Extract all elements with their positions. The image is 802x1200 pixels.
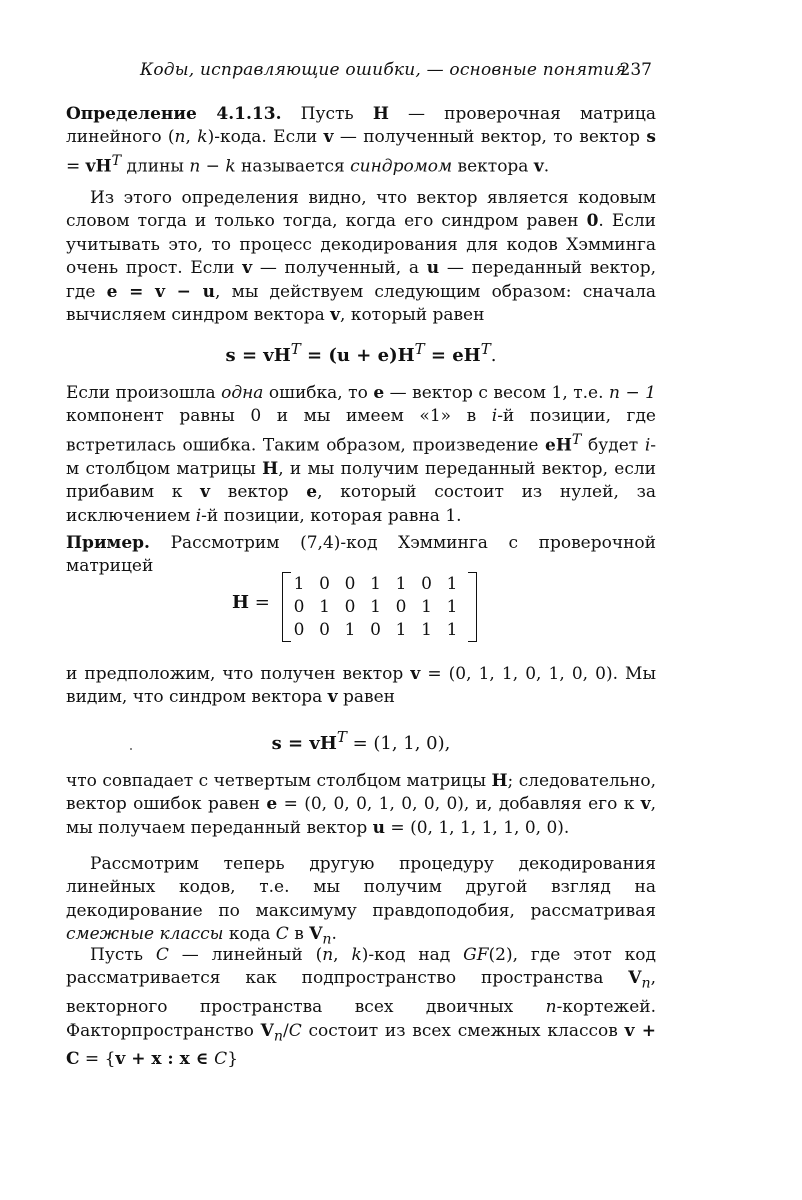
paragraph-2: [66, 382, 656, 528]
math-i: i: [644, 435, 651, 456]
matrix-cell: 1: [446, 597, 458, 617]
text: — вектор с весом 1, т.е.: [384, 383, 609, 403]
text: Если произошла: [66, 383, 222, 403]
text: = (0, 1, 1, 1, 1, 0, 0).: [385, 817, 570, 838]
math-e: e: [306, 482, 318, 503]
text: , векторного пространства всех двоичных: [66, 968, 656, 1018]
matrix-cell: 0: [319, 574, 330, 594]
matrix-cell: 0: [293, 620, 305, 640]
scan-speck: [130, 748, 132, 750]
math-e: e: [373, 383, 385, 403]
matrix-cell: 1: [446, 574, 458, 594]
text: Пусть: [281, 104, 373, 124]
math-set: v + x : x ∈: [115, 1049, 215, 1070]
matrix-cell: 1: [370, 597, 381, 617]
running-title: Коды, исправляющие ошибки, — основные понятия: [140, 60, 627, 80]
math-C: C: [214, 1049, 228, 1070]
math-n: n: [322, 945, 334, 965]
sup-T: T: [336, 728, 347, 746]
text: Пусть: [90, 945, 156, 965]
math-v: v: [640, 794, 651, 815]
text: -кортежей. Факторпространство: [66, 997, 656, 1041]
math-v: v: [200, 482, 211, 503]
matrix-cell: 1: [370, 574, 381, 594]
eq-left: s = vH: [271, 733, 337, 754]
sub-n: n: [322, 931, 332, 948]
text: -й позиции, которая равна 1.: [201, 505, 462, 526]
text: ,: [185, 127, 198, 148]
text: состоит из всех смежных классов: [301, 1020, 625, 1041]
text: -м столбцом матрицы: [66, 435, 656, 479]
text: = (0, 1, 1, 0, 1, 0, 0). Мы видим, что синдром вектора: [66, 664, 656, 708]
definition-4-1-13: [66, 103, 656, 179]
equation-example-syndrome: [66, 728, 656, 754]
text: ,: [333, 945, 352, 965]
text: ; следовательно, вектор ошибок равен: [66, 771, 656, 815]
matrix-cell: 1: [395, 620, 407, 640]
text: будет: [581, 435, 645, 456]
math-n: n: [174, 127, 186, 148]
text: — проверочная матрица линейного (: [66, 104, 656, 148]
page-number: 237: [619, 60, 652, 80]
math-zero-vector: 0: [586, 211, 599, 232]
text: , мы получаем переданный вектор: [66, 794, 657, 838]
math-v: v: [323, 127, 334, 148]
sup-T: T: [290, 340, 301, 358]
matrix-cell: 0: [319, 620, 330, 640]
eq-mid: = (u + e)H: [300, 345, 415, 366]
text: — полученный вектор, то вектор: [333, 127, 647, 148]
math-k: k: [197, 127, 208, 148]
text: и предположим, что получен вектор: [66, 664, 411, 684]
text: в: [288, 924, 310, 945]
eq-left: s = vH: [225, 345, 291, 366]
sup-T: T: [571, 431, 582, 448]
math-GF: GF: [463, 945, 489, 965]
matrix-row: [292, 620, 470, 642]
text: .: [331, 924, 337, 945]
paragraph-6: [66, 944, 656, 1072]
text: Из этого определения видно, что вектор является кодовым словом тогда и только тогда, когда его синдром равен: [66, 188, 656, 232]
math-C: C: [288, 1020, 302, 1041]
math-H: H: [262, 458, 279, 479]
math-V: V: [628, 968, 642, 989]
matrix-label: [232, 592, 270, 613]
text: , который состоит из нулей, за исключением: [66, 482, 656, 526]
text: =: [66, 156, 86, 177]
math-H: H: [372, 104, 389, 124]
text: компонент равны 0 и мы имеем «1» в: [66, 406, 492, 427]
matrix-cell: 1: [344, 620, 356, 640]
math-u: u: [426, 258, 440, 279]
definition-label: Определение 4.1.13.: [66, 104, 282, 124]
math-n-minus-k: n − k: [189, 156, 236, 177]
matrix-cell: 1: [446, 620, 458, 640]
text: — переданный вектор, где: [66, 258, 657, 302]
eq-end: .: [490, 345, 497, 366]
equation-syndrome: [66, 340, 656, 366]
text: )-кода. Если: [207, 127, 324, 148]
matrix-cell: 1: [395, 574, 407, 594]
matrix-row: [292, 574, 470, 596]
matrix-cell: 0: [395, 597, 407, 617]
text: =: [249, 592, 270, 613]
text: (2), где этот код рассматривается как подпространство пространства: [66, 945, 656, 989]
text: кода: [223, 924, 276, 945]
math-C: C: [155, 945, 169, 965]
matrix-cell: 1: [293, 574, 305, 594]
math-v: v: [533, 156, 544, 177]
math-i: i: [491, 406, 498, 427]
matrix-row: [292, 597, 470, 619]
math-v: v: [410, 664, 421, 684]
text: , мы действуем следующим образом: сначала вычисляем синдром вектора: [66, 281, 656, 326]
text: длины: [121, 156, 190, 177]
eq-right: = (1, 1, 0),: [346, 733, 451, 754]
math-v: v: [242, 258, 253, 279]
paragraph-3: [66, 663, 656, 710]
paragraph-5: [66, 853, 656, 952]
term-cosets: смежные классы: [66, 924, 224, 945]
example-label: Пример.: [66, 533, 150, 553]
sub-n: n: [641, 975, 651, 992]
check-matrix: [0, 570, 802, 646]
matrix-cell: 0: [344, 574, 356, 594]
left-bracket: [282, 572, 291, 642]
math-coset: v + C: [66, 1020, 656, 1070]
text: Рассмотрим (7,4)-код Хэмминга с проверочной матрицей: [66, 533, 656, 577]
text: — линейный (: [168, 945, 323, 965]
text: — полученный, а: [252, 258, 427, 279]
emph-one: одна: [221, 383, 264, 403]
text: вектор: [210, 482, 307, 503]
math-s: s: [646, 127, 656, 148]
text: вектора: [452, 156, 534, 177]
text: /: [282, 1020, 289, 1041]
eq-right: = eH: [424, 345, 481, 366]
paragraph-1: [66, 187, 656, 327]
matrix-cell: 0: [344, 597, 356, 617]
text: Рассмотрим теперь другую процедуру декодирования линейных кодов, т.е. мы получим другой взгляд на декодирование по максимуму правдоподобия, рассматривая: [66, 854, 656, 921]
matrix-cell: 0: [421, 574, 432, 594]
math-v: v: [327, 687, 338, 708]
paragraph-4: [66, 770, 656, 840]
term-syndrome: синдромом: [350, 156, 453, 177]
matrix-cell: 1: [421, 620, 432, 640]
text: = {: [79, 1049, 116, 1070]
math-H: H: [491, 771, 508, 791]
math-V: V: [309, 924, 323, 945]
math-e-equals-v-minus-u: e = v − u: [106, 281, 215, 302]
text: ошибка, то: [263, 383, 374, 403]
math-H: H: [232, 592, 250, 613]
matrix-cell: 0: [293, 597, 305, 617]
math-n-minus-1: n − 1: [609, 383, 656, 403]
math-e: e: [266, 794, 278, 815]
text: .: [543, 156, 550, 177]
sup-T: T: [111, 152, 122, 169]
text: -й позиции, где встретилась ошибка. Таким образом, произведение: [66, 406, 656, 456]
matrix-cell: 1: [421, 597, 432, 617]
matrix-cell: 0: [370, 620, 381, 640]
math-k: k: [351, 945, 362, 965]
text: равен: [337, 687, 396, 708]
page-header: [140, 60, 652, 86]
math-i: i: [195, 505, 202, 526]
math-n: n: [545, 997, 557, 1018]
math-u: u: [372, 817, 386, 838]
text: = (0, 0, 0, 1, 0, 0, 0), и, добавляя его к: [277, 794, 641, 815]
text: )-код над: [361, 945, 464, 965]
text: что совпадает с четвертым столбцом матрицы: [66, 771, 492, 791]
sup-T: T: [414, 340, 425, 358]
text: называется: [235, 156, 351, 177]
math-C: C: [275, 924, 289, 945]
math-eH: eH: [545, 435, 572, 456]
text: , и мы получим переданный вектор, если прибавим к: [66, 458, 656, 503]
text: . Если учитывать это, то процесс декодирования для кодов Хэмминга очень прост. Если: [66, 211, 656, 279]
math-V: V: [260, 1020, 274, 1041]
math-vH: vH: [85, 156, 112, 177]
sub-n: n: [273, 1028, 283, 1044]
text: }: [227, 1049, 239, 1070]
sup-T: T: [480, 340, 491, 358]
math-v: v: [330, 305, 341, 326]
text: , который равен: [340, 305, 485, 326]
matrix-cell: 1: [319, 597, 330, 617]
